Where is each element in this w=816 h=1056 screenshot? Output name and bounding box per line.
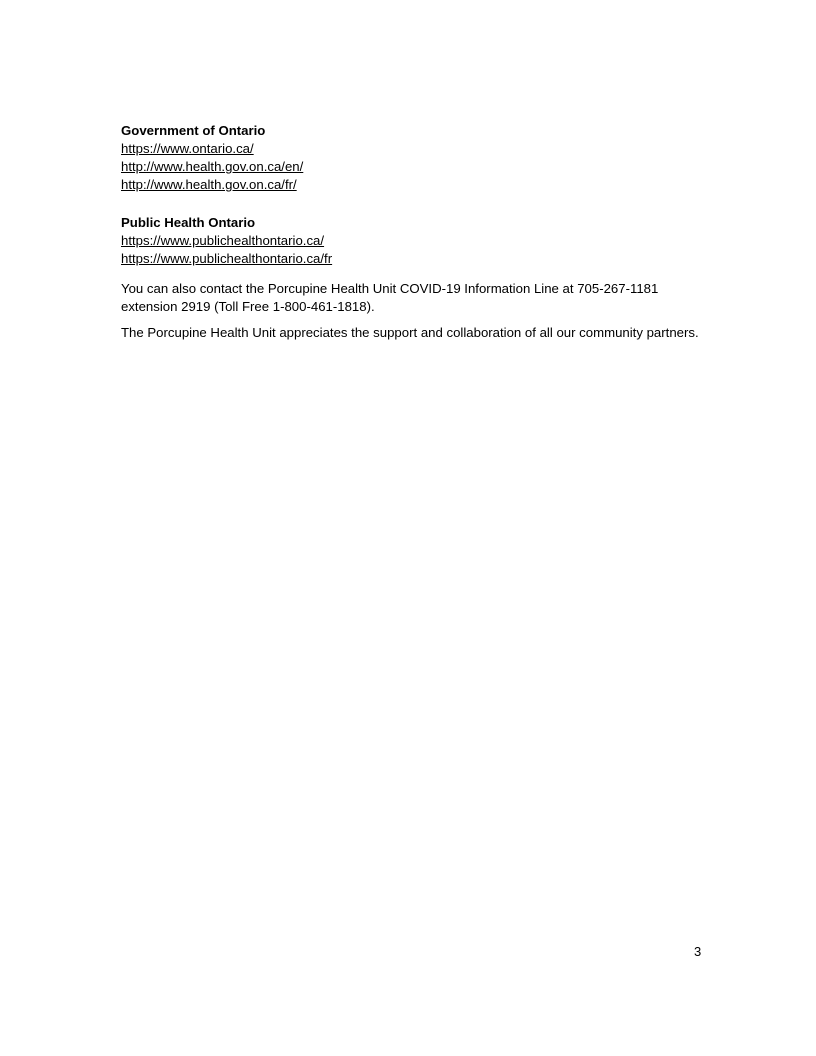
section-title: Government of Ontario — [121, 123, 266, 138]
contact-paragraph: You can also contact the Porcupine Health Unit COVID-19 Information Line at 705-267-1181 extension 2919 (Toll Free 1-800-461-1818). — [121, 281, 659, 314]
page-content — [121, 122, 711, 350]
appreciation-paragraph: The Porcupine Health Unit appreciates the support and collaboration of all our community partners. — [121, 325, 699, 340]
page-number: 3 — [694, 944, 702, 959]
link-public-health-ontario[interactable]: https://www.publichealthontario.ca/ — [121, 233, 325, 248]
link-health-en[interactable]: http://www.health.gov.on.ca/en/ — [121, 159, 304, 174]
link-public-health-ontario-fr[interactable]: https://www.publichealthontario.ca/fr — [121, 251, 333, 266]
section-title: Public Health Ontario — [121, 215, 256, 230]
spacer — [121, 206, 711, 214]
section-public-health-ontario — [121, 214, 711, 268]
section-government-of-ontario — [121, 122, 711, 194]
link-ontario[interactable]: https://www.ontario.ca/ — [121, 141, 254, 156]
link-health-fr[interactable]: http://www.health.gov.on.ca/fr/ — [121, 177, 297, 192]
